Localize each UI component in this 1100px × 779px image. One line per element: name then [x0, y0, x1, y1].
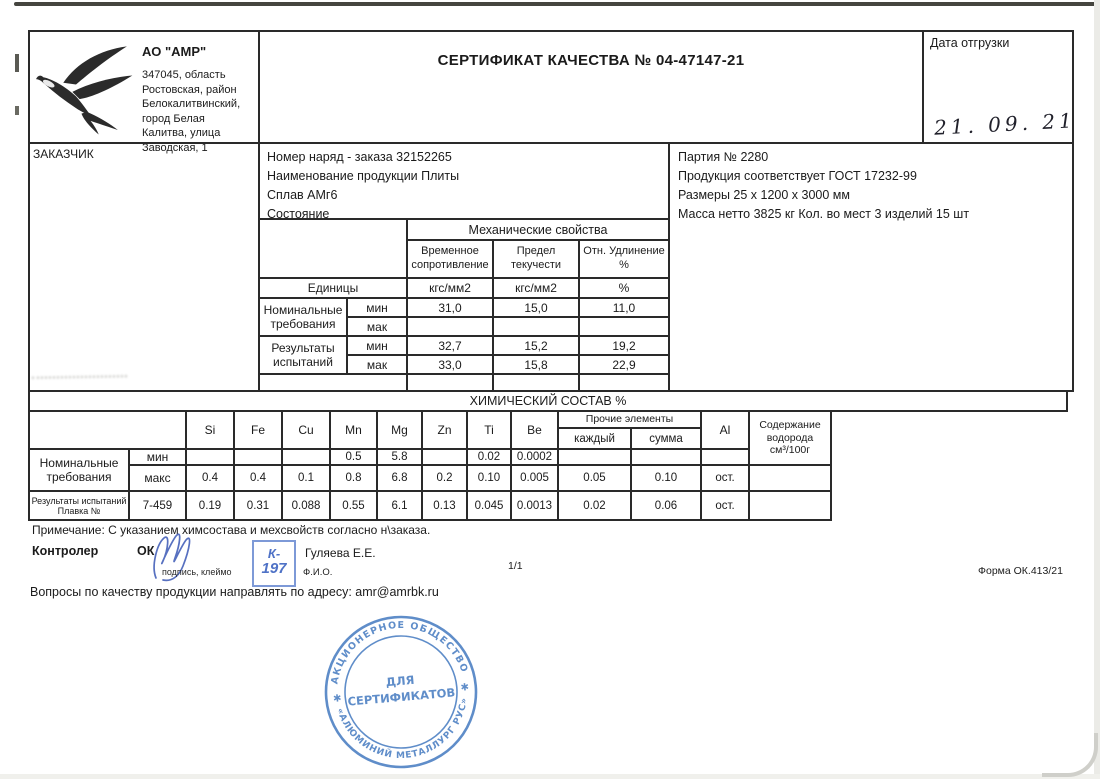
supplier-name: АО "АМР" [142, 44, 207, 59]
chem-sum-header: сумма [630, 427, 702, 450]
mech-col-header-elongation: Отн. Удлинение % [578, 239, 670, 279]
chem-result-value: 0.088 [281, 490, 331, 521]
chem-max-value: 6.8 [376, 464, 423, 492]
mech-results-label: Результаты испытаний [258, 335, 348, 375]
chem-element-header: Ti [466, 410, 512, 450]
mech-result-max-value: 22,9 [578, 354, 670, 375]
chem-results-label [28, 490, 130, 521]
chem-result-value: 0.0013 [510, 490, 559, 521]
inspector-name: Гуляева Е.Е. [305, 546, 376, 560]
chem-max-value: 0.1 [281, 464, 331, 492]
swallow-logo-icon [36, 44, 136, 136]
chem-results-label-line: Результаты испытаний [31, 495, 127, 506]
scan-edge-bottom [0, 774, 1100, 779]
chem-min-value: 0.5 [329, 448, 378, 466]
batch-line: Партия № 2280 [678, 150, 769, 164]
chem-max-value: 0.8 [329, 464, 378, 492]
chem-max-value: 0.2 [421, 464, 468, 492]
chem-blank-header [28, 410, 187, 450]
mech-nominal-max-value [492, 316, 580, 337]
signature-icon [148, 528, 218, 586]
chem-element-header: Mn [329, 410, 378, 450]
mech-unit: кгс/мм2 [492, 277, 580, 299]
chem-max-value: 0.005 [510, 464, 559, 492]
contact-line: Вопросы по качеству продукции направлять по адресу: amr@amrbk.ru [30, 585, 439, 599]
mech-result-min-value: 32,7 [406, 335, 494, 356]
note-line: Примечание: С указанием химсостава и мехсвойств согласно н\заказа. [32, 523, 431, 537]
supplier-address-line: город Белая [142, 112, 205, 125]
mech-nominal-min-value: 31,0 [406, 297, 494, 318]
chem-min-value: 0.0002 [510, 448, 559, 466]
scan-tick [15, 54, 19, 72]
stamp-star-left-icon: ✱ [332, 693, 343, 705]
chem-result-value: 0.31 [233, 490, 283, 521]
round-stamp [315, 606, 486, 777]
chem-max-value: 0.4 [233, 464, 283, 492]
chem-result-value: 0.02 [557, 490, 632, 521]
chem-min-value: 5.8 [376, 448, 423, 466]
supplier-address-line: Калитва, улица [142, 127, 221, 139]
mech-result-min-value: 15,2 [492, 335, 580, 356]
mech-min-label: мин [346, 335, 408, 356]
gost-line: Продукция соответствует ГОСТ 17232-99 [678, 169, 917, 183]
customer-cell [28, 142, 260, 392]
chem-max-value: 0.10 [630, 464, 702, 492]
title-cell [258, 30, 924, 144]
signature-caption: подпись, клеймо [162, 567, 232, 577]
chem-nominal-label: Номинальные требования [28, 448, 130, 492]
alloy-line: Сплав АМг6 [267, 188, 338, 202]
stamp-star-right-icon: ✱ [460, 682, 470, 694]
chem-max-value [748, 464, 832, 492]
state-line: Состояние [267, 207, 330, 221]
chem-result-value: 0.55 [329, 490, 378, 521]
chem-melt-label: Плавка № [57, 505, 101, 516]
scan-edge-right [1094, 0, 1100, 779]
chem-element-header: Mg [376, 410, 423, 450]
mech-col-header-tensile: Временное сопротивление [406, 239, 494, 279]
mech-nominal-max-value [578, 316, 670, 337]
controller-label: Контролер [32, 544, 99, 558]
mech-blank-cell [258, 218, 408, 279]
mech-nominal-label: Номинальные требования [258, 297, 348, 337]
inspector-stamp-line2: 197 [261, 560, 287, 578]
chem-result-value: 6.1 [376, 490, 423, 521]
mech-col-header-yield: Предел текучести [492, 239, 580, 279]
chem-max-value: 0.10 [466, 464, 512, 492]
supplier-address-line: Белокалитвинский, [142, 98, 241, 110]
chem-element-header: Zn [421, 410, 468, 450]
chem-element-header: Cu [281, 410, 331, 450]
chem-each-header: каждый [557, 427, 632, 450]
chem-min-label: мин [128, 448, 187, 466]
chem-result-value: 0.045 [466, 490, 512, 521]
mech-nominal-min-value: 11,0 [578, 297, 670, 318]
controller-dept: ОК [137, 544, 155, 558]
order-number-line: Номер наряд - заказа 32152265 [267, 150, 452, 164]
chem-melt-number: 7-459 [128, 490, 187, 521]
mech-unit: % [578, 277, 670, 299]
product-name-line: Наименование продукции Плиты [267, 169, 460, 183]
chem-element-header: Be [510, 410, 559, 450]
stamp-center-line2: СЕРТИФИКАТОВ [347, 685, 456, 709]
chem-result-value: ост. [700, 490, 750, 521]
name-caption: Ф.И.О. [303, 567, 333, 578]
mech-result-max-value: 33,0 [406, 354, 494, 375]
certificate-title: СЕРТИФИКАТ КАЧЕСТВА № 04-47147-21 [437, 52, 745, 69]
order-info-cell [258, 142, 670, 220]
mech-max-label: мак [346, 316, 408, 337]
chem-element-header: Si [185, 410, 235, 450]
mech-units-label: Единицы [258, 277, 408, 299]
chem-max-value: 0.05 [557, 464, 632, 492]
chem-element-header: Fe [233, 410, 283, 450]
chem-max-label: макс [128, 464, 187, 492]
mech-result-min-value: 19,2 [578, 335, 670, 356]
chem-section-title: ХИМИЧЕСКИЙ СОСТАВ % [28, 390, 1068, 412]
chem-al-header: Al [700, 410, 750, 450]
chem-hydrogen-header: Содержание водорода см³/100г [748, 410, 832, 466]
mech-nominal-min-value: 15,0 [492, 297, 580, 318]
stamp-center-line1: ДЛЯ [385, 672, 415, 690]
inspector-stamp [252, 540, 296, 587]
chem-result-value: 0.13 [421, 490, 468, 521]
batch-info-cell [668, 142, 1074, 392]
mech-nominal-max-value [406, 316, 494, 337]
mech-result-max-value: 15,8 [492, 354, 580, 375]
scan-corner [1042, 733, 1098, 777]
supplier-address-line: Ростовская, район [142, 83, 237, 96]
chem-min-value: 0.02 [466, 448, 512, 466]
chem-max-value: ост. [700, 464, 750, 492]
stamp-ring-top-text: АКЦИОНЕРНОЕ ОБЩЕСТВО [329, 619, 470, 686]
inspector-stamp-line1: К- [267, 546, 281, 561]
mech-max-label: мак [346, 354, 408, 375]
ship-date-label: Дата отгрузки [930, 36, 1010, 50]
chem-max-value: 0.4 [185, 464, 235, 492]
scan-edge-top [14, 2, 1098, 6]
form-code: Форма ОК.413/21 [978, 565, 1063, 577]
chem-result-value [748, 490, 832, 521]
supplier-address-line: Заводская, 1 [142, 141, 208, 154]
mech-unit: кгс/мм2 [406, 277, 494, 299]
page-indicator: 1/1 [508, 560, 523, 572]
ship-date-value: 21. 09. 21 [933, 108, 1077, 140]
stamp-ring-bottom-text: «АЛЮМИНИЙ МЕТАЛЛУРГ РУС» [334, 696, 470, 762]
mech-min-label: мин [346, 297, 408, 318]
chem-result-value: 0.06 [630, 490, 702, 521]
chem-result-value: 0.19 [185, 490, 235, 521]
size-line: Размеры 25 х 1200 х 3000 мм [678, 188, 850, 202]
chem-other-elements-header: Прочие элементы [557, 410, 702, 429]
mech-table-title: Механические свойства [406, 218, 670, 241]
mass-line: Масса нетто 3825 кг Кол. во мест 3 изделий 15 шт [678, 207, 970, 221]
customer-label: ЗАКАЗЧИК [33, 147, 94, 161]
supplier-address-line: 347045, область [142, 69, 226, 81]
scan-tick [15, 106, 19, 115]
